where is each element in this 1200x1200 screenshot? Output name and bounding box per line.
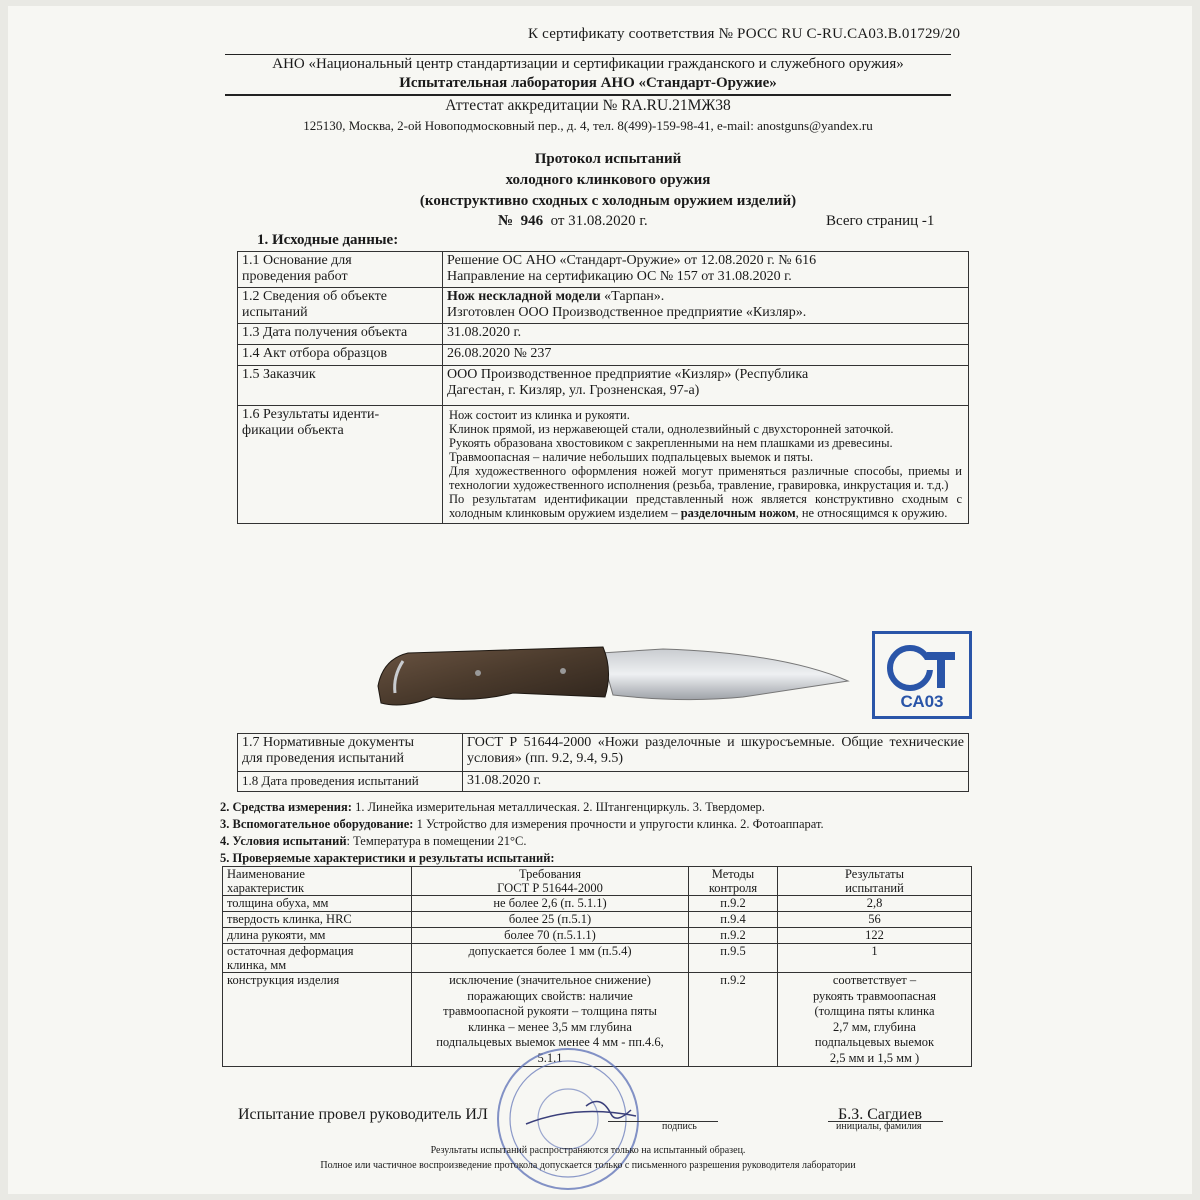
table-row [223, 912, 972, 928]
section-2-label: 2. Средства измерения: [220, 800, 352, 814]
section-3 [220, 817, 824, 832]
identification-para: Травмоопасная – наличие небольших подпальцевых выемок и пяты. [449, 450, 814, 464]
signature-caption: подпись [662, 1121, 697, 1132]
table-cell: допускается более 1 мм (п.5.4) [412, 944, 689, 973]
table-cell: соответствует – рукоять травмоопасная (толщина пяты клинка 2,7 мм, глубина подпальцевых выемок 2,5 мм и 1,5 мм ) [778, 973, 972, 1067]
table-cell: 2,8 [778, 896, 972, 912]
row-label: 1.4 Акт отбора образцов [238, 345, 443, 366]
table-cell: длина рукояти, мм [223, 928, 412, 944]
document-page [8, 6, 1192, 1194]
row-value: Решение ОС АНО «Стандарт-Оружие» от 12.08.2020 г. № 616 Направление на сертификацию ОС № 157 от 31.08.2020 г. [443, 252, 969, 288]
protocol-number: 946 [520, 213, 544, 229]
row-label: 1.7 Нормативные документы для проведения испытаний [238, 734, 463, 772]
signer-name: Б.З. Сагдиев [838, 1106, 923, 1123]
identification-para: Для художественного оформления ножей могут применяться различные способы, приемы и технологии художественного исполнения (резьба, травление, гравировка, инкрустация и. т.д.) [449, 464, 962, 492]
source-data-table [237, 251, 969, 524]
table-cell: не более 2,6 (п. 5.1.1) [412, 896, 689, 912]
column-header: Наименование характеристик [223, 867, 412, 896]
row-value: ГОСТ Р 51644-2000 «Ножи разделочные и шкуросъемные. Общие технические условия» (пп. 9.2, 9.4, 9.5) [463, 734, 969, 772]
table-cell: более 70 (п.5.1.1) [412, 928, 689, 944]
section-3-text: 1 Устройство для измерения прочности и упругости клинка. 2. Фотоаппарат. [413, 817, 824, 831]
section-2-text: 1. Линейка измерительная металлическая. 2. Штангенциркуль. 3. Твердомер. [351, 800, 765, 814]
table-row [238, 772, 969, 792]
table-row [238, 406, 969, 524]
row-label: 1.3 Дата получения объекта [238, 324, 443, 345]
section-5 [220, 851, 555, 866]
object-model: «Тарпан». [600, 289, 665, 304]
section-5-label: 5. Проверяемые характеристики и результаты испытаний: [220, 851, 555, 865]
section-4-label: 4. Условия испытаний [220, 834, 347, 848]
table-cell: п.9.4 [689, 912, 778, 928]
certification-logo [872, 631, 972, 719]
row-label: 1.2 Сведения об объекте испытаний [238, 288, 443, 324]
section-1-heading: 1. Исходные данные: [257, 232, 399, 248]
laboratory-name: Испытательная лаборатория АНО «Стандарт-Оружие» [399, 75, 777, 91]
seal-stamp [486, 1044, 651, 1194]
handle-pin [475, 670, 481, 676]
protocol-number-label: № [498, 213, 514, 229]
table-cell: 122 [778, 928, 972, 944]
table-cell: более 25 (п.5.1) [412, 912, 689, 928]
table-cell: п.9.2 [689, 973, 778, 1067]
row-label: 1.8 Дата проведения испытаний [238, 772, 463, 792]
row-value: 26.08.2020 № 237 [443, 345, 969, 366]
results-table [222, 866, 972, 1067]
identification-para: Нож состоит из клинка и рукояти. [449, 408, 630, 422]
row-value: 31.08.2020 г. [463, 772, 969, 792]
conclusion-tail: , не относящимся к оружию. [795, 506, 948, 520]
header-rule-bottom [225, 94, 951, 96]
certificate-reference: К сертификату соответствия № РОСС RU C-RU.CA03.B.01729/20 [528, 26, 961, 42]
table-cell: толщина обуха, мм [223, 896, 412, 912]
table-row [238, 252, 969, 288]
protocol-subtitle-2: (конструктивно сходных с холодным оружием изделий) [419, 193, 797, 209]
column-header: Требования ГОСТ Р 51644-2000 [412, 867, 689, 896]
object-name: Нож нескладной модели [447, 289, 601, 304]
table-row [238, 734, 969, 772]
column-header: Результаты испытаний [778, 867, 972, 896]
footer-note-1: Результаты испытаний распространяются только на испытанный образец. [430, 1145, 746, 1156]
signer-caption: инициалы, фамилия [836, 1121, 922, 1132]
table-row [238, 288, 969, 324]
address: 125130, Москва, 2-ой Новоподмосковный пер., д. 4, тел. 8(499)-159-98-41, e-mail: anostguns@yandex.ru [303, 118, 873, 133]
table-row [238, 324, 969, 345]
table-cell: п.9.5 [689, 944, 778, 973]
identification-para: Рукоять образована хвостовиком с закрепленными на нем плашками из древесины. [449, 436, 893, 450]
row-value: ООО Производственное предприятие «Кизляр» (Республика Дагестан, г. Кизляр, ул. Грозненская, 97-а) [443, 366, 969, 406]
footer-note-2: Полное или частичное воспроизведение протокола допускается только с письменного разрешения руководителя лаборатории [320, 1160, 856, 1171]
signature-label: Испытание провел руководитель ИЛ [238, 1106, 488, 1123]
identification-results [443, 406, 969, 524]
table-header-row [223, 867, 972, 896]
conclusion-category: разделочным ножом [680, 506, 796, 520]
handle-pin [560, 668, 566, 674]
pages-total: Всего страниц -1 [826, 213, 935, 229]
table-cell: п.9.2 [689, 896, 778, 912]
pct-mark-icon [875, 638, 969, 696]
organization-name: АНО «Национальный центр стандартизации и сертификации гражданского и служебного оружия» [272, 56, 904, 72]
protocol-title: Протокол испытаний [534, 151, 682, 167]
identification-para: Клинок прямой, из нержавеющей стали, однолезвийный с двухсторонней заточкой. [449, 422, 894, 436]
header-rule-top [225, 54, 951, 55]
table-cell: исключение (значительное снижение) поражающих свойств: наличие травмоопасной рукояти – толщина пяты клинка – менее 3,5 мм глубина подпальцевых выемок менее 4 мм - пп.4.6, 5.1.1 [412, 973, 689, 1067]
table-row [238, 366, 969, 406]
table-row [238, 345, 969, 366]
section-3-label: 3. Вспомогательное оборудование: [220, 817, 414, 831]
row-label: 1.6 Результаты иденти- фикации объекта [238, 406, 443, 524]
table-row [223, 896, 972, 912]
row-label: 1.1 Основание для проведения работ [238, 252, 443, 288]
identification-conclusion [449, 492, 962, 520]
standards-table [237, 733, 969, 792]
row-label: 1.5 Заказчик [238, 366, 443, 406]
knife-photo [363, 631, 853, 726]
knife-blade [601, 649, 848, 700]
table-cell: 1 [778, 944, 972, 973]
conclusion-text: По результатам идентификации представленный нож является конструктивно сходным с холодным клинковым оружием изделием – [449, 492, 962, 520]
column-header: Методы контроля [689, 867, 778, 896]
section-2 [220, 800, 765, 815]
table-cell: 56 [778, 912, 972, 928]
table-row [223, 928, 972, 944]
logo-code: СА03 [900, 692, 944, 711]
row-value: 31.08.2020 г. [443, 324, 969, 345]
table-cell: остаточная деформация клинка, мм [223, 944, 412, 973]
table-row [223, 944, 972, 973]
accreditation: Аттестат аккредитации № RA.RU.21МЖ38 [445, 97, 731, 114]
protocol-subtitle: холодного клинкового оружия [505, 172, 711, 188]
row-value [443, 288, 969, 324]
knife-handle [378, 647, 609, 705]
section-4-text: : Температура в помещении 21°С. [346, 834, 527, 848]
table-cell: конструкция изделия [223, 973, 412, 1067]
section-4 [220, 834, 526, 849]
table-cell: п.9.2 [689, 928, 778, 944]
table-cell: твердость клинка, HRC [223, 912, 412, 928]
object-maker: Изготовлен ООО Производственное предприятие «Кизляр». [447, 305, 807, 320]
protocol-date: от 31.08.2020 г. [550, 213, 648, 229]
protocol-number-line [498, 213, 648, 230]
